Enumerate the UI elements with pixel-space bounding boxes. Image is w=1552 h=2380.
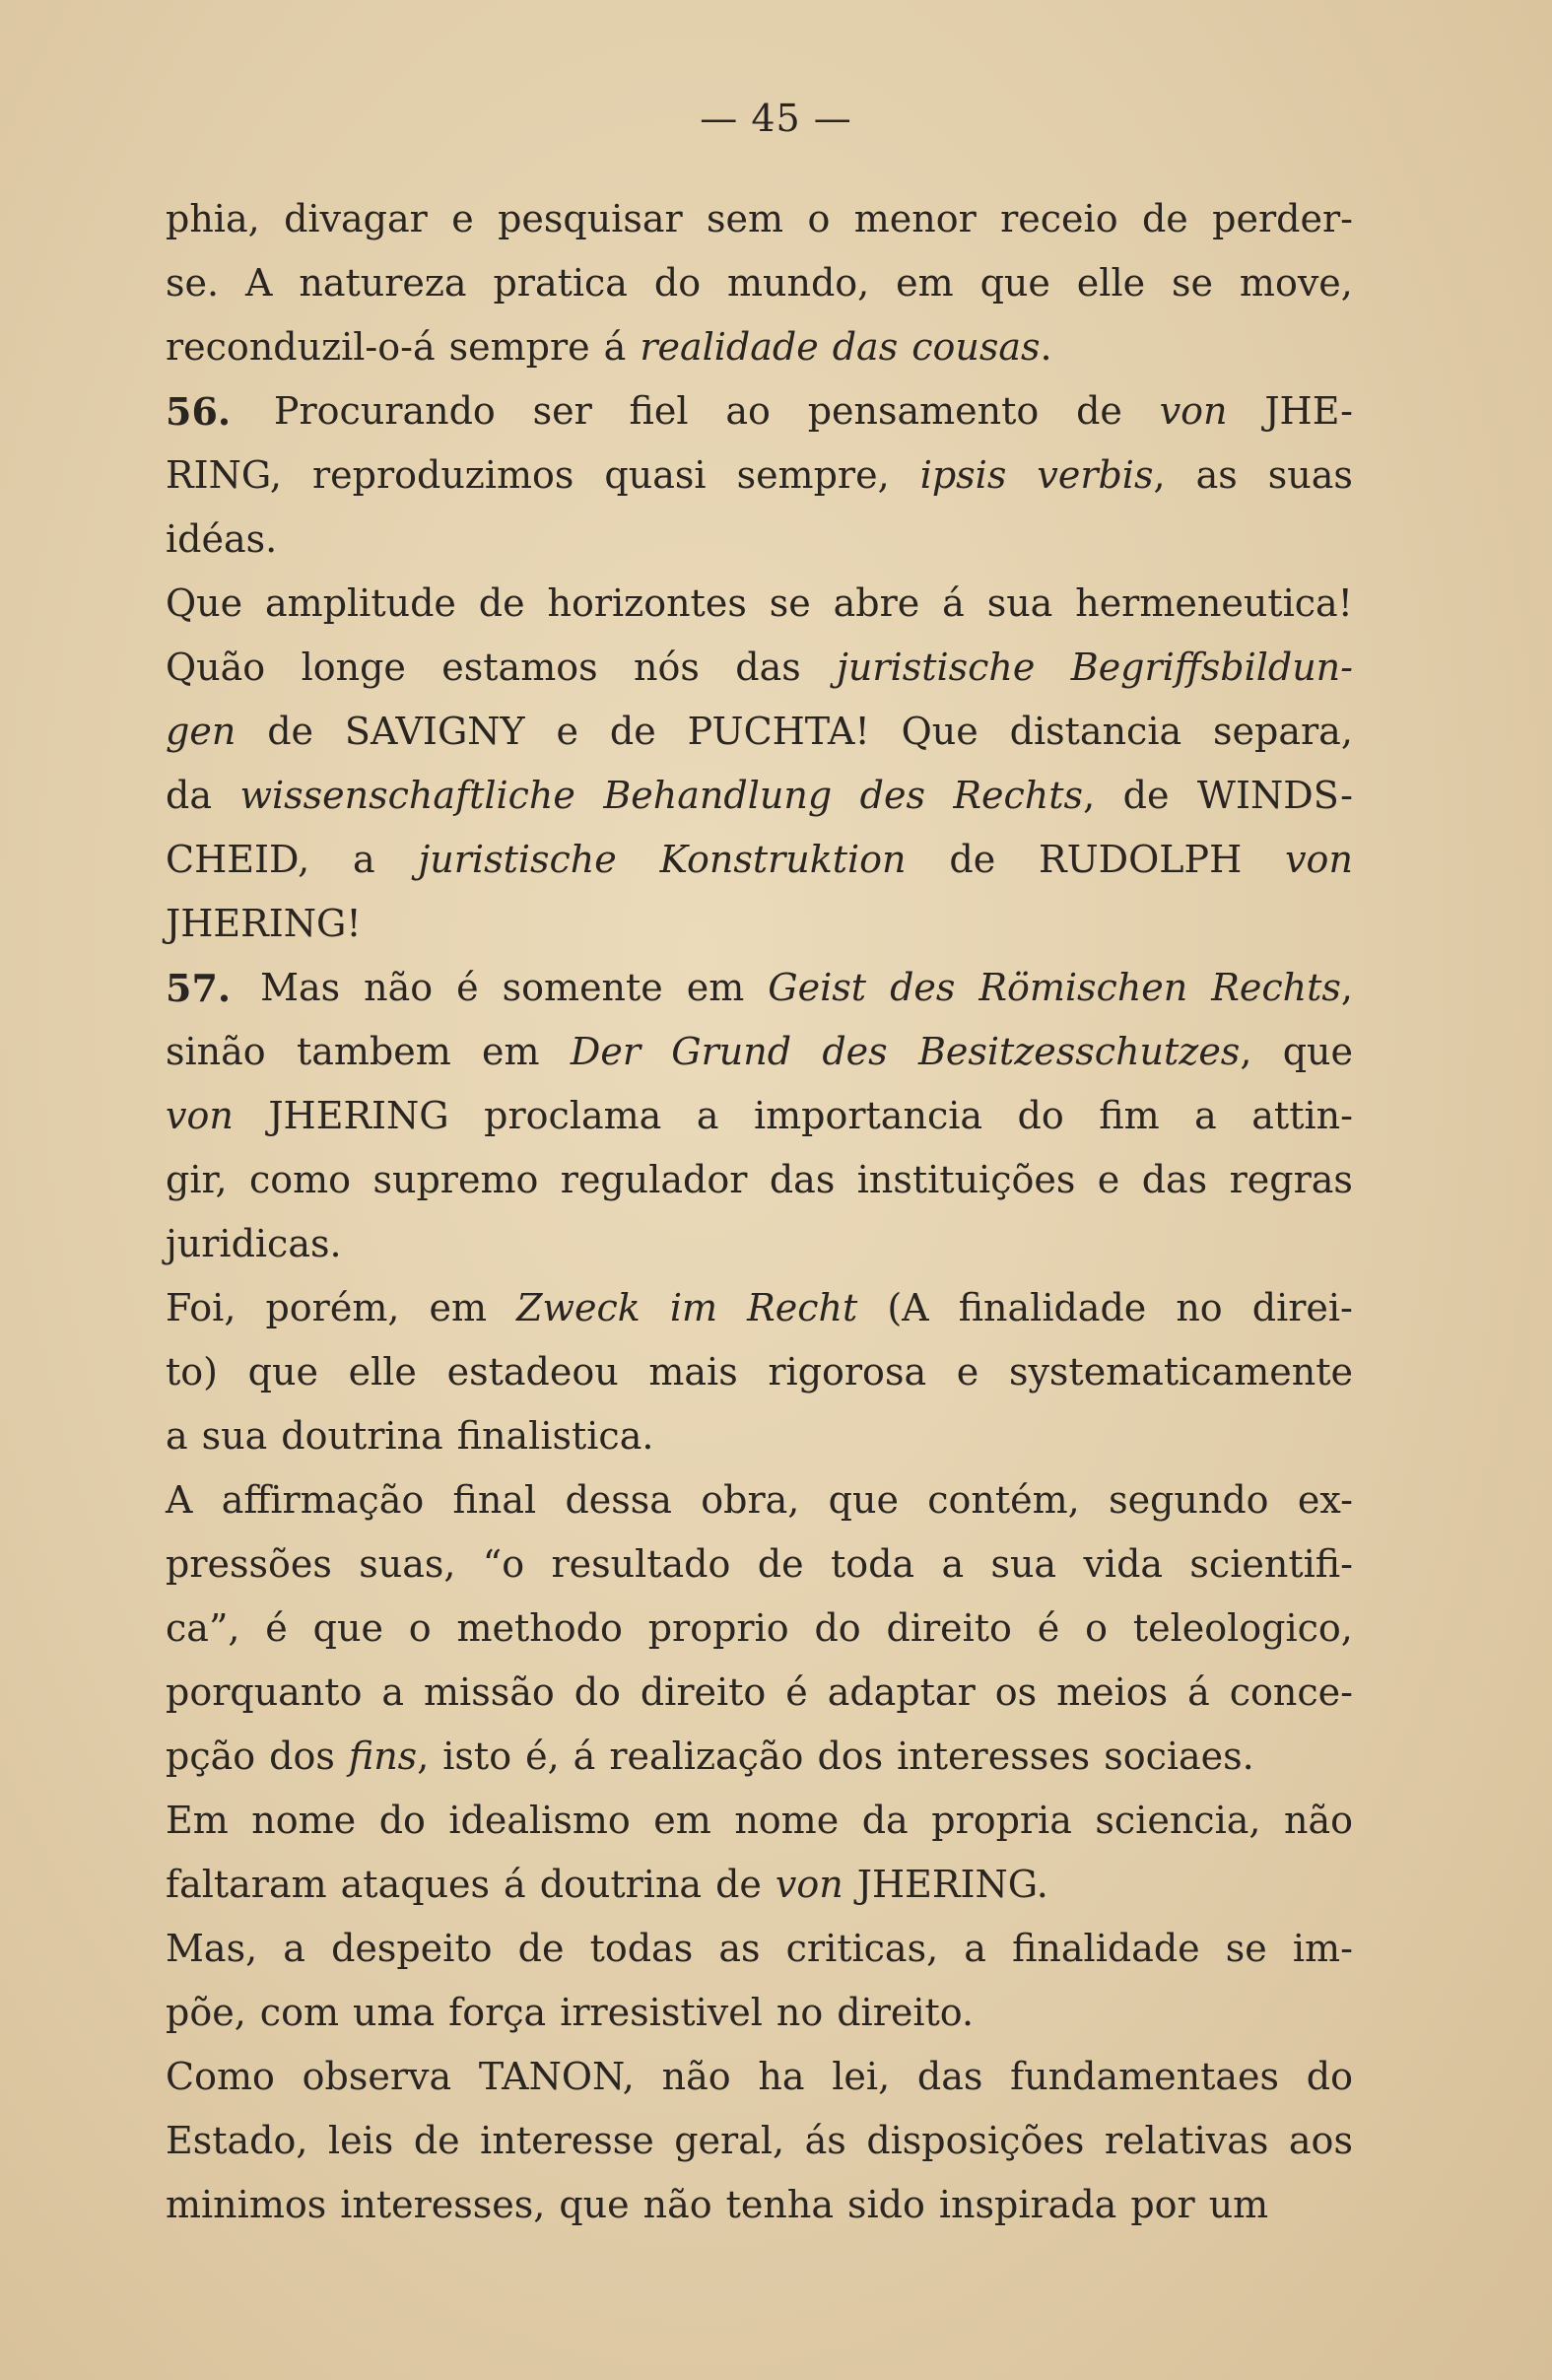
word: dos [817,1734,884,1778]
word: amplitude [265,581,456,625]
word: ca”, [166,1606,240,1650]
word: RING, [166,453,282,497]
page-number: — 45 — [700,97,852,140]
word: ex- [1297,1478,1353,1522]
word: des [822,1030,888,1073]
word: e [451,197,474,240]
word: reproduzimos [311,453,574,497]
word: á [942,581,965,625]
text-line [166,636,1353,700]
text-line [166,443,1353,508]
word: longe [301,646,406,689]
word: JHERING [268,1094,449,1137]
word: que [247,1350,318,1394]
word: a [283,1927,305,1970]
word: Begriffsbildun- [1070,646,1353,689]
word: sociaes. [1104,1734,1254,1778]
word: se. [166,261,220,305]
word: despeito [331,1927,493,1970]
word: leis [327,2119,394,2162]
word: de [413,2119,460,2162]
word: é, [525,1734,560,1778]
word: resultado [551,1542,731,1586]
word: sua [990,1542,1057,1586]
word: e [956,1350,979,1394]
text-line [166,2109,1353,2173]
word: des [859,774,925,817]
word: sua [986,581,1053,625]
word: idéas. [166,517,278,561]
word: tambem [296,1030,451,1073]
word: suas [1267,453,1353,497]
text-line [166,892,1353,956]
word: não [364,966,434,1009]
text-line [166,508,1353,572]
word: direito [640,1670,767,1714]
word: affirmação [221,1478,425,1522]
word: no [1176,1286,1223,1329]
word: não [1283,1799,1353,1842]
word: cousas. [911,325,1052,369]
word: CHEID, [166,838,310,881]
word: to) [166,1350,218,1394]
word: abre [833,581,920,625]
word: mundo, [726,261,870,305]
word: em [896,261,954,305]
word: isto [442,1734,512,1778]
word: ataques [340,1863,491,1906]
word: criticas, [785,1927,939,1970]
word: sua [201,1414,268,1458]
word: pesquisar [498,197,683,240]
text-line [166,1340,1353,1404]
word: põe, [166,1991,246,2034]
text-line [166,2045,1353,2109]
word: Mas, [166,1927,258,1970]
word: doutrina [539,1863,703,1906]
word: SAVIGNY [344,710,525,753]
word: o [408,1606,432,1650]
word: JHE- [1264,389,1353,433]
word: importancia [753,1094,983,1137]
word: a [941,1542,965,1586]
word: Zweck [516,1286,641,1329]
word: Foi, [166,1286,236,1329]
word: de [1141,197,1188,240]
word: obra, [701,1478,800,1522]
word: o [1085,1606,1109,1650]
word: que [312,1606,383,1650]
word: de [715,1863,762,1906]
word: estamos [441,646,598,689]
word: interesses, [340,2183,546,2226]
text-line [166,1725,1353,1789]
word: reconduzil-o-á [166,325,436,369]
word: wissenschaftliche [239,774,575,817]
word: porém, [265,1286,400,1329]
word: a [696,1094,719,1137]
word: receio [1000,197,1118,240]
word: Estado, [166,2119,308,2162]
text-line [166,1276,1353,1340]
word: observa [302,2055,452,2098]
word: aos [1288,2119,1353,2162]
word: de [1122,774,1170,817]
word: finalidade [958,1286,1147,1329]
word: Konstruktion [659,838,907,881]
word: hermeneutica! [1075,581,1353,625]
word: a [353,838,375,881]
word: horizontes [547,581,747,625]
word: ao [725,389,771,433]
word: minimos [166,2183,327,2226]
word: fim [1099,1094,1160,1137]
word: realização [609,1734,804,1778]
word: attin- [1251,1094,1353,1137]
word: suas, [359,1542,456,1586]
word: a [1194,1094,1217,1137]
word: das [832,325,899,369]
word: sinão [166,1030,266,1073]
word: methodo [456,1606,623,1650]
word: Que [901,710,978,753]
word: des [890,966,956,1009]
word: em [429,1286,488,1329]
word: ser [532,389,592,433]
word: inspirada [938,2183,1117,2226]
word: gen [166,710,236,753]
word: é [1037,1606,1060,1650]
word: relativas [1104,2119,1269,2162]
word: interesses [897,1734,1091,1778]
word: em [482,1030,540,1073]
text-line [166,379,1353,443]
word: von [1159,389,1228,433]
word: regras [1229,1158,1353,1201]
word: RUDOLPH [1039,838,1243,881]
word: é [456,966,479,1009]
word: separa, [1213,710,1353,753]
word: nome [251,1799,357,1842]
word: regulador [560,1158,748,1201]
text-line [166,1917,1353,1981]
word: de [757,1542,804,1586]
word: proclama [484,1094,662,1137]
word: proprio [647,1606,789,1650]
word: im [669,1286,718,1329]
word: Em [166,1799,229,1842]
word: as [718,1927,761,1970]
text-line [166,1020,1353,1084]
text-line [166,251,1353,315]
word: move, [1239,261,1353,305]
word: a [964,1927,986,1970]
word: do [814,1606,861,1650]
word: instituições [856,1158,1076,1201]
word: á [504,1863,526,1906]
word: que [979,261,1050,305]
word: WINDS- [1196,774,1353,817]
text-line [166,1468,1353,1532]
word: dos [269,1734,335,1778]
word: com [259,1991,339,2034]
word: conce- [1229,1670,1353,1714]
word: adaptar [827,1670,976,1714]
word: (A [887,1286,929,1329]
word: os [994,1670,1038,1714]
word: finalistica. [456,1414,654,1458]
word: direito. [837,1991,975,2034]
word: 57. [166,966,232,1010]
word: disposições [866,2119,1085,2162]
word: sciencia, [1095,1799,1261,1842]
word: contém, [927,1478,1080,1522]
word: Mas [260,966,341,1009]
word: á [1187,1670,1210,1714]
word: quasi [604,453,707,497]
word: que [828,1478,899,1522]
text-line [166,187,1353,251]
word: por [1130,2183,1195,2226]
text-line [166,700,1353,764]
word: do [574,1670,621,1714]
word: nome [734,1799,840,1842]
word: Geist [768,966,867,1009]
word: e [556,710,579,753]
word: im- [1292,1927,1353,1970]
word: um [1208,2183,1269,2226]
word: segundo [1109,1478,1269,1522]
word: é [265,1606,288,1650]
word: não [661,2055,731,2098]
word: Procurando [273,389,496,433]
text-line [166,1212,1353,1276]
word: todas [589,1927,694,1970]
word: Behandlung [603,774,833,817]
word: JHERING! [166,902,362,945]
word: que [1282,1030,1353,1073]
word: ás [804,2119,846,2162]
word: sempre [448,325,590,369]
word: direito [886,1606,1012,1650]
word: 56. [166,389,232,434]
word: do [378,1799,426,1842]
word: idealismo [448,1799,631,1842]
word: se [1225,1927,1267,1970]
text-line [166,1661,1353,1725]
word: Que [166,581,243,625]
word: direi- [1251,1286,1353,1329]
word: irresistivel [560,1991,763,2034]
word: se [769,581,811,625]
word: das [916,2055,983,2098]
word: ha [758,2055,805,2098]
word: menor [853,197,977,240]
word: juridicas. [166,1222,342,1265]
word: teleologico, [1132,1606,1353,1650]
word: meios [1056,1670,1169,1714]
word: divagar [284,197,428,240]
word: propria [931,1799,1072,1842]
word: scientifi- [1189,1542,1353,1586]
word: Quão [166,646,266,689]
word: fiel [629,389,689,433]
word: do [1306,2055,1353,2098]
body-text [166,187,1353,2237]
word: pção [166,1734,256,1778]
word: de [1076,389,1122,433]
word: á [603,325,627,369]
word: o [807,197,831,240]
text-line [166,1789,1353,1853]
word: Besitzesschutzes, [917,1030,1252,1073]
word: no [776,1991,824,2034]
word: faltaram [166,1863,327,1906]
word: distancia [1009,710,1182,753]
word: nós [634,646,700,689]
word: Der [570,1030,641,1073]
word: da [861,1799,909,1842]
word: fundamentaes [1010,2055,1280,2098]
word: uma [352,1991,436,2034]
word: perder- [1212,197,1353,240]
word: verbis, [1037,453,1166,497]
word: supremo [372,1158,539,1201]
text-line [166,315,1353,379]
word: geral, [674,2119,785,2162]
text-line [166,1597,1353,1661]
text-line [166,2173,1353,2237]
word: em [653,1799,711,1842]
text-line [166,764,1353,828]
word: que [559,2183,630,2226]
word: das [769,1158,836,1201]
word: lei, [832,2055,891,2098]
word: Recht [747,1286,858,1329]
word: estadeou [446,1350,619,1394]
word: de [949,838,996,881]
word: “o [482,1542,525,1586]
word: de [609,710,656,753]
word: se [1172,261,1213,305]
word: sem [707,197,784,240]
word: da [166,774,212,817]
word: pensamento [807,389,1040,433]
word: Grund [671,1030,792,1073]
text-line [166,828,1353,892]
word: é [785,1670,808,1714]
word: do [1017,1094,1064,1137]
word: final [452,1478,537,1522]
word: á [573,1734,596,1778]
word: pratica [493,261,628,305]
word: gir, [166,1158,228,1201]
word: e [1097,1158,1120,1201]
word: toda [830,1542,915,1586]
text-line [166,1853,1353,1917]
word: PUCHTA! [687,710,870,753]
word: von [775,1863,843,1906]
text-line [166,956,1353,1020]
word: elle [348,1350,417,1394]
word: pressões [166,1542,332,1586]
word: phia, [166,197,260,240]
word: as [1195,453,1238,497]
word: realidade [640,325,819,369]
word: não [642,2183,712,2226]
word: fins, [348,1734,430,1778]
word: de [517,1927,565,1970]
word: de [478,581,525,625]
word: porquanto [166,1670,363,1714]
word: JHERING. [856,1863,1048,1906]
word: tenha [725,2183,835,2226]
word: como [248,1158,352,1201]
word: ipsis [919,453,1007,497]
word: systematicamente [1008,1350,1353,1394]
word: rigorosa [768,1350,927,1394]
word: interesse [480,2119,654,2162]
word: von [1285,838,1353,881]
text-line [166,572,1353,636]
text-line [166,1981,1353,2045]
word: a [381,1670,405,1714]
word: mais [648,1350,738,1394]
word: a [166,1414,188,1458]
word: doutrina [281,1414,443,1458]
word: finalidade [1012,1927,1200,1970]
word: sido [847,2183,925,2226]
word: em [686,966,745,1009]
word: das [735,646,801,689]
word: de [267,710,314,753]
word: missão [424,1670,555,1714]
text-line [166,1532,1353,1597]
word: dessa [565,1478,672,1522]
text-line [166,1404,1353,1468]
word: do [653,261,702,305]
word: von [166,1094,234,1137]
word: das [1141,1158,1208,1201]
word: juristische [418,838,617,881]
word: A [244,261,273,305]
word: juristische [837,646,1036,689]
word: Como [166,2055,275,2098]
word: Römischen [978,966,1188,1009]
word: Rechts, [1211,966,1353,1009]
word: somente [502,966,663,1009]
word: elle [1076,261,1146,305]
word: TANON, [478,2055,635,2098]
word: força [448,1991,547,2034]
word: A [166,1478,193,1522]
text-line [166,1148,1353,1212]
word: sempre, [736,453,890,497]
word: natureza [299,261,467,305]
word: Rechts, [953,774,1096,817]
text-line [166,1084,1353,1148]
word: vida [1083,1542,1164,1586]
